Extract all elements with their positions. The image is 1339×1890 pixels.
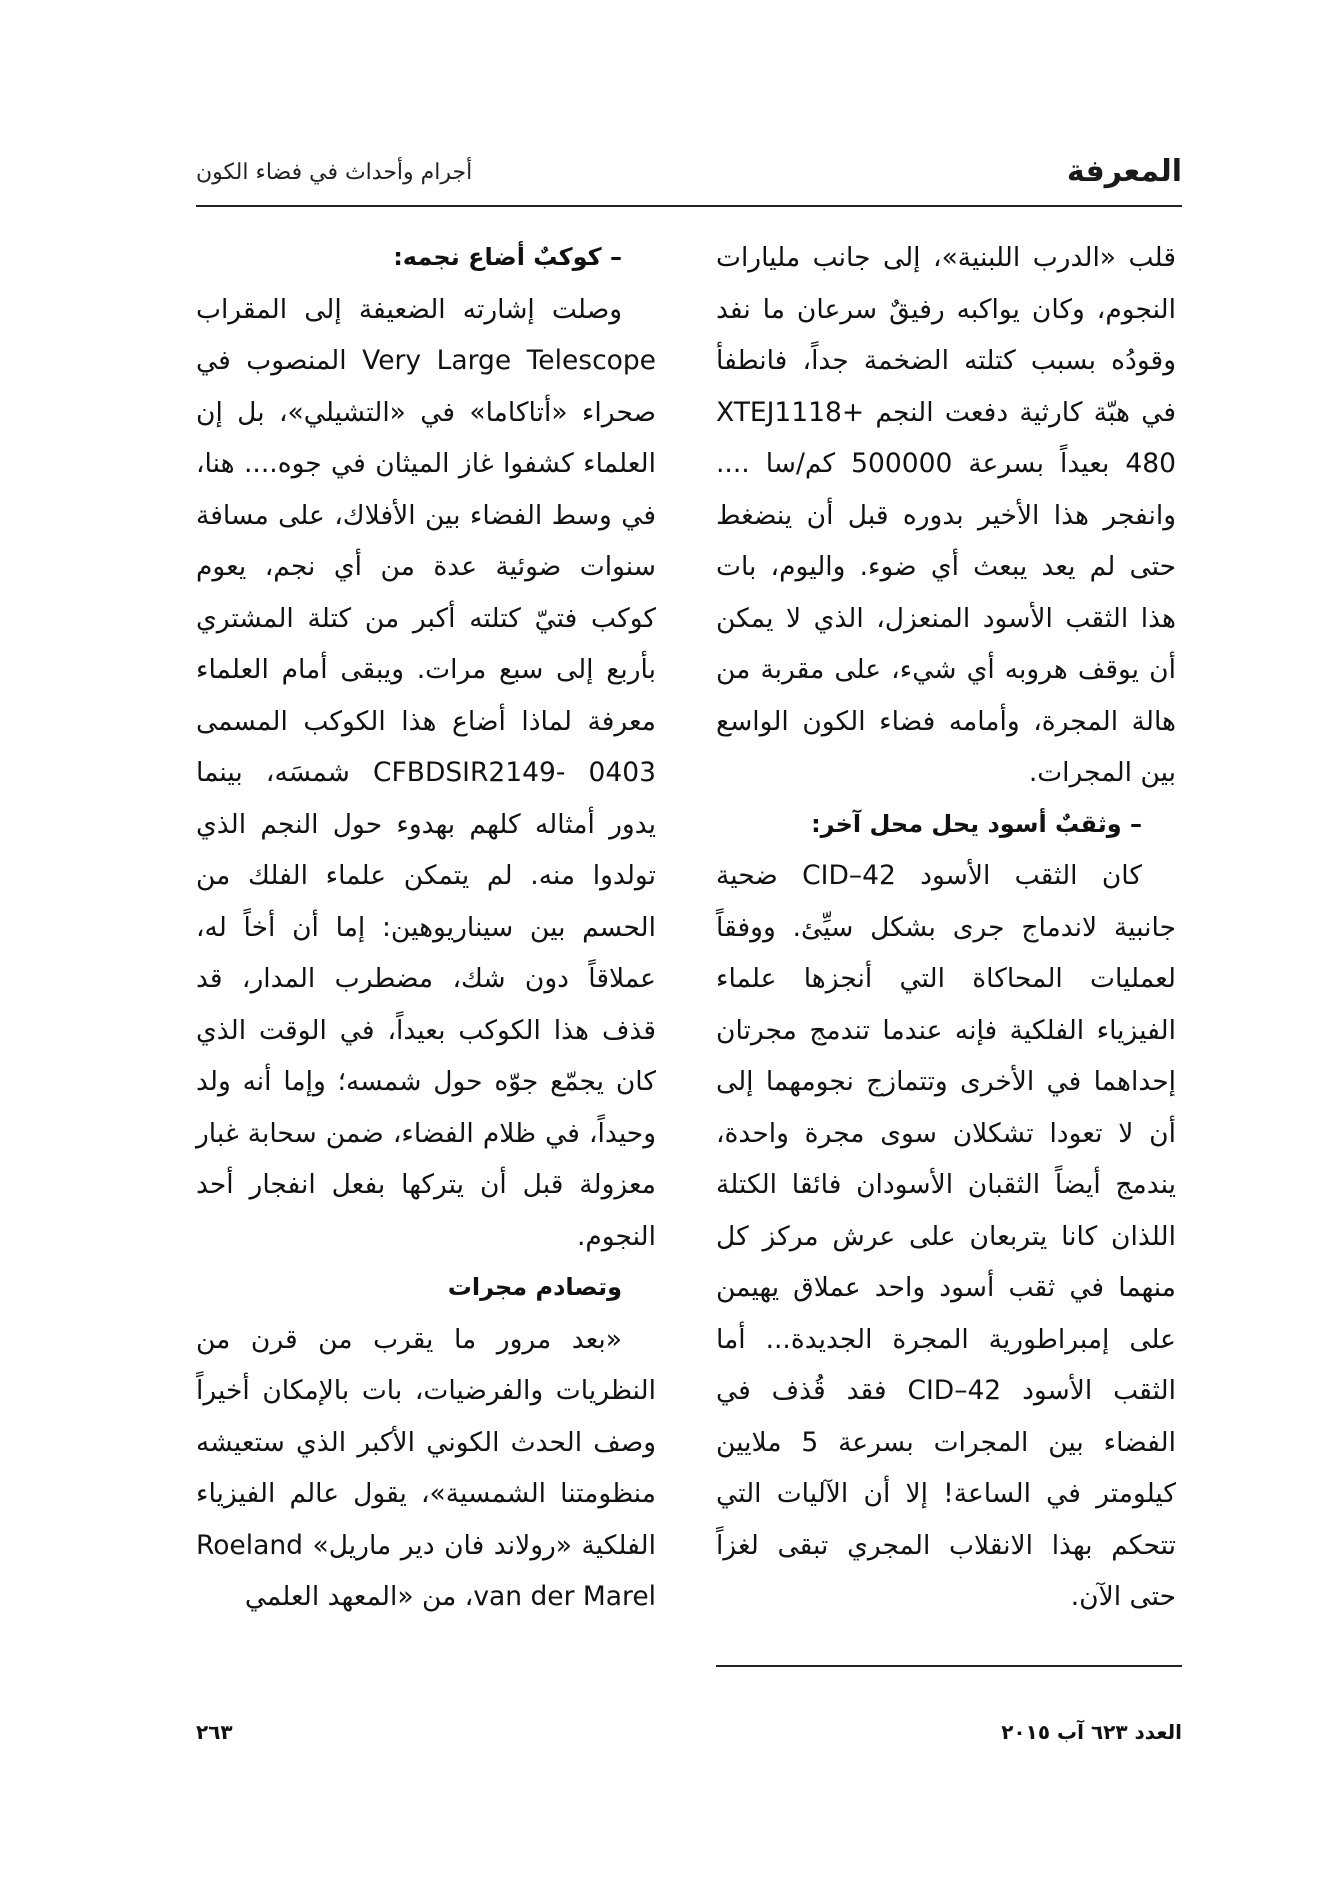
section-heading: وتصادم مجرات (447, 1273, 622, 1301)
right-text-column (716, 232, 1176, 1623)
section-heading: – كوكبٌ أضاع نجمه: (393, 243, 622, 271)
paragraph: «بعد مرور ما يقرب من قرن من النظريات والفرضيات، بات بالإمكان أخيراً وصف الحدث الكوني الأكبر الذي ستعيشه منظومتنا الشمسية»، يقول عالم الفيزياء الفلكية «رولاند فان دير ماريل» Roeland van der Marel، من «المعهد العلمي (196, 1323, 656, 1612)
section-heading: – وثقبٌ أسود يحل محل آخر: (811, 809, 1142, 838)
paragraph: وصلت إشارته الضعيفة إلى المقراب Very Large Telescope المنصوب في صحراء «أتاكاما» في «التشيلي»، بل إن العلماء كشفوا غاز الميثان في جوه.... هنا، في وسط الفضاء بين الأفلاك، على مسافة سنوات ضوئية عدة من أي نجم، يعوم كوكب فتيّ كتلته أكبر من كتلة المشتري بأربع إلى سبع مرات. ويبقى أمام العلماء معرفة لماذا أضاع هذا الكوكب المسمى CFBDSIR2149- 0403 شمسَه، بينما يدور أمثاله كلهم بهدوء حول النجم الذي تولدوا منه. لم يتمكن علماء الفلك من الحسم بين سيناريوهين: إما أن أخاً له، عملاقاً دون شك، مضطرب المدار، قد قذف هذا الكوكب بعيداً، في الوقت الذي كان يجمّع جوّه حول شمسه؛ وإما أنه ولد وحيداً، في ظلام الفضاء، ضمن سحابة غبار معزولة قبل أن يتركها بفعل انفجار أحد النجوم. (196, 293, 656, 1252)
column-end-divider (716, 1665, 1182, 1667)
page-number: ٢٦٣ (196, 1720, 233, 1744)
left-text-column (196, 232, 656, 1623)
paragraph: قلب «الدرب اللبنية»، إلى جانب مليارات النجوم، وكان يواكبه رفيقٌ سرعان ما نفد وقودُه بسبب كتلته الضخمة جداً، فانطفأ في هبّة كارثية دفعت النجم XTEJ1118+ 480 بعيداً بسرعة 500000 كم/سا .... وانفجر هذا الأخير بدوره قبل أن ينضغط حتى لم يعد يبعث أي ضوء. واليوم، بات هذا الثقب الأسود المنعزل، الذي لا يمكن أن يوقف هروبه أي شيء، على مقربة من هالة المجرة، وأمامه فضاء الكون الواسع بين المجرات. (716, 242, 1176, 788)
paragraph: كان الثقب الأسود CID–42 ضحية جانبية لاندماج جرى بشكل سيِّئ. ووفقاً لعمليات المحاكاة التي أنجزها علماء الفيزياء الفلكية فإنه عندما تندمج مجرتان إحداهما في الأخرى وتتمازج نجومهما إلى أن لا تعودا تشكلان سوى مجرة واحدة، يندمج أيضاً الثقبان الأسودان فائقا الكتلة اللذان كانا يتربعان على عرش مركز كل منهما في ثقب أسود واحد عملاق يهيمن على إمبراطورية المجرة الجديدة... أما الثقب الأسود CID–42 فقد قُذف في الفضاء بين المجرات بسرعة 5 ملايين كيلومتر في الساعة! إلا أن الآليات التي تتحكم بهذا الانقلاب المجري تبقى لغزاً حتى الآن. (716, 860, 1176, 1612)
page-header (196, 150, 1182, 200)
magazine-logo: المعرفة (1066, 154, 1182, 189)
header-divider (196, 205, 1182, 207)
issue-info: العدد ٦٢٣ آب ٢٠١٥ (1001, 1720, 1182, 1744)
running-title: أجرام وأحداث في فضاء الكون (196, 160, 473, 185)
